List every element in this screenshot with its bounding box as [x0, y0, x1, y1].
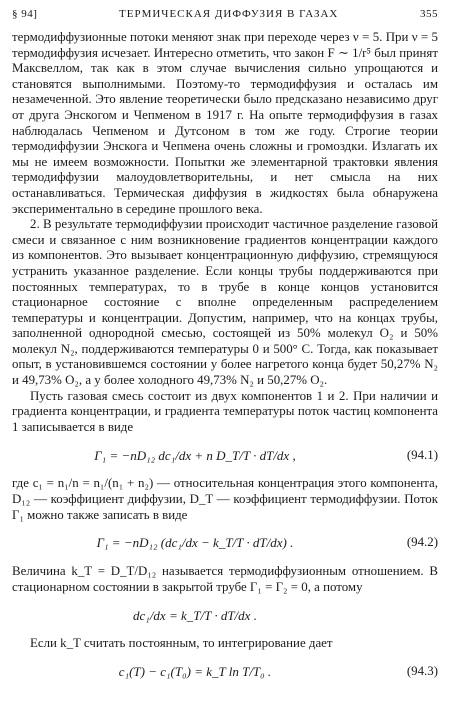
equation-94-2: [12, 529, 438, 557]
running-header: [12, 8, 438, 30]
chapter-title: ТЕРМИЧЕСКАЯ ДИФФУЗИЯ В ГАЗАХ: [119, 8, 339, 20]
paragraph-2: 2. В результате термодиффузии происходит частичное разделение газовой смеси и связанное с ним возникновение градиентов концентрации каждого из компонентов. Это вызывает концентрационную диффузию, стремящуюся устранить указанное разделение. Если концы трубы поддерживаются при постоянных температурах, то в трубе в конце концов установится стационарное состояние с вполне определенным распределением температуры и концентрации. Допустим, например, что на концах трубы, заполненной однородной смесью, состоящей из 50% молекул O₂ и 50% молекул N₂, поддерживаются температуры 0 и 500° С. Тогда, как показывает опыт, в установившемся состоянии у более нагретого конца будет 50,27% N₂ и 49,73% O₂, а у более холодного 49,73% N₂ и 50,27% O₂.: [12, 217, 438, 388]
equation-number: (94.2): [406, 535, 438, 550]
equation-number: (94.1): [406, 447, 438, 462]
paragraph-5: Величина k_T = D_T/D₁₂ называется термодиффузионным отношением. В стационарном состоянии в закрытой трубе Γ₁ = Γ₂ = 0, а потому: [12, 564, 438, 594]
equation-formula: Γ₁ = −nD₁₂ dc₁/dx + n D_T/T · dT/dx ,: [94, 447, 296, 463]
equation-94-3: [12, 658, 438, 686]
paragraph-1: термодиффузионные потоки меняют знак при переходе через ν = 5. При ν = 5 термодиффузия исчезает. Интересно отметить, что закон F ∼ 1/r⁵ был принят Максвеллом, так как в этом случае вычисления сильно упрощаются и становятся выполнимыми. Поэтому-то термодиффузия и осталась им незамеченной. Это явление теоретически было предсказано независимо друг от друга Энскогом и Чепменом в 1917 г. На опыте термодиффузия в газах наблюдалась Чепменом и Дутсоном в том же году. Строгие теории термодиффузии Энскога и Чепмена очень сложны и громоздки. Излагать их мы не имеем возможности. Попытки же элементарной трактовки явления термодиффузии малоудовлетворительны, и нет смысла на них останавливаться. Термическая диффузия в жидкостях была обнаружена экспериментально в середине прошлого века.: [12, 30, 438, 216]
equation-formula: c₁(T) − c₁(T₀) = k_T ln T/T₀ .: [118, 664, 272, 680]
equation-94-1: [12, 441, 438, 469]
paragraph-3: Пусть газовая смесь состоит из двух компонентов 1 и 2. При наличии и градиента концентрации, и градиента температуры поток частиц компонента 1 записывается в виде: [12, 388, 438, 434]
equation-number: (94.3): [406, 664, 438, 679]
paragraph-4: где c₁ = n₁/n = n₁/(n₁ + n₂) — относительная концентрация этого компонента, D₁₂ — коэффициент диффузии, D_T — коэффициент термодиффузии. Поток Γ₁ можно также записать в виде: [12, 476, 438, 522]
body-text: [12, 30, 438, 686]
page-number: 355: [420, 8, 438, 20]
section-label: § 94]: [12, 8, 38, 20]
paragraph-6: Если k_T считать постоянным, то интегрирование дает: [30, 636, 333, 651]
equation-formula: dc₁/dx = k_T/T · dT/dx .: [133, 607, 257, 623]
equation-formula: Γ₁ = −nD₁₂ (dc₁/dx − k_T/T · dT/dx) .: [96, 535, 294, 551]
equation-stationary: [12, 601, 438, 629]
